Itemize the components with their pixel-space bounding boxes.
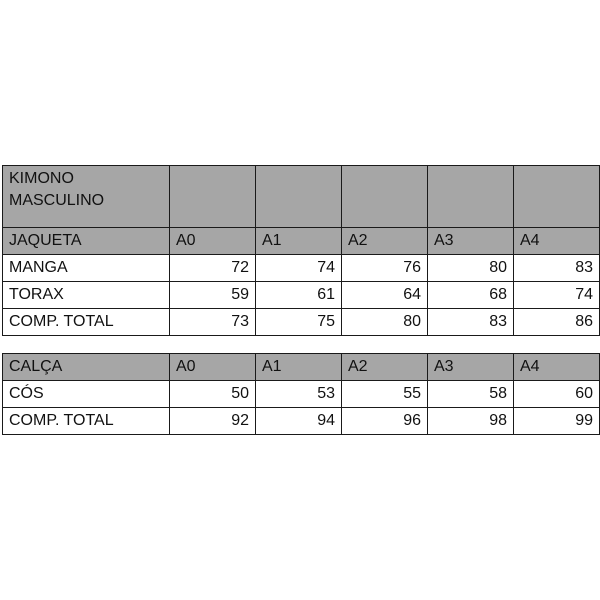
- empty-header-cell: [514, 166, 600, 228]
- value-cell: 59: [170, 282, 256, 309]
- table-title-row: [3, 166, 600, 228]
- value-cell: 60: [514, 381, 600, 408]
- value-cell: 86: [514, 309, 600, 336]
- empty-header-cell: [428, 166, 514, 228]
- table-title-line2: MASCULINO: [9, 192, 105, 209]
- jacket-size-table: [2, 165, 600, 336]
- pants-size-table: [2, 353, 600, 435]
- size-header-a2: A2: [342, 228, 428, 255]
- value-cell: 74: [514, 282, 600, 309]
- empty-header-cell: [170, 166, 256, 228]
- table-row-comp-total: [3, 408, 600, 435]
- size-header-a4: A4: [514, 354, 600, 381]
- empty-header-cell: [256, 166, 342, 228]
- value-cell: 50: [170, 381, 256, 408]
- row-label: TORAX: [3, 282, 170, 309]
- size-header-a1: A1: [256, 228, 342, 255]
- row-label: CÓS: [3, 381, 170, 408]
- size-header-a4: A4: [514, 228, 600, 255]
- size-header-a3: A3: [428, 228, 514, 255]
- value-cell: 55: [342, 381, 428, 408]
- value-cell: 94: [256, 408, 342, 435]
- value-cell: 96: [342, 408, 428, 435]
- value-cell: 80: [428, 255, 514, 282]
- value-cell: 58: [428, 381, 514, 408]
- value-cell: 72: [170, 255, 256, 282]
- table-row-comp-total: [3, 309, 600, 336]
- value-cell: 73: [170, 309, 256, 336]
- table-title-line1: KIMONO: [9, 170, 74, 187]
- value-cell: 75: [256, 309, 342, 336]
- pants-header-row: [3, 354, 600, 381]
- row-label: COMP. TOTAL: [3, 309, 170, 336]
- table-row-manga: [3, 255, 600, 282]
- size-header-a1: A1: [256, 354, 342, 381]
- size-header-a2: A2: [342, 354, 428, 381]
- row-label: MANGA: [3, 255, 170, 282]
- table-row-torax: [3, 282, 600, 309]
- value-cell: 68: [428, 282, 514, 309]
- value-cell: 53: [256, 381, 342, 408]
- jacket-header-row: [3, 228, 600, 255]
- size-header-a0: A0: [170, 228, 256, 255]
- table-title-cell: [3, 166, 170, 228]
- empty-header-cell: [342, 166, 428, 228]
- value-cell: 99: [514, 408, 600, 435]
- value-cell: 64: [342, 282, 428, 309]
- value-cell: 76: [342, 255, 428, 282]
- size-header-a3: A3: [428, 354, 514, 381]
- row-label: COMP. TOTAL: [3, 408, 170, 435]
- value-cell: 83: [514, 255, 600, 282]
- value-cell: 98: [428, 408, 514, 435]
- pants-header-label: CALÇA: [3, 354, 170, 381]
- jacket-header-label: JAQUETA: [3, 228, 170, 255]
- value-cell: 61: [256, 282, 342, 309]
- value-cell: 74: [256, 255, 342, 282]
- value-cell: 92: [170, 408, 256, 435]
- value-cell: 80: [342, 309, 428, 336]
- value-cell: 83: [428, 309, 514, 336]
- size-header-a0: A0: [170, 354, 256, 381]
- table-row-cos: [3, 381, 600, 408]
